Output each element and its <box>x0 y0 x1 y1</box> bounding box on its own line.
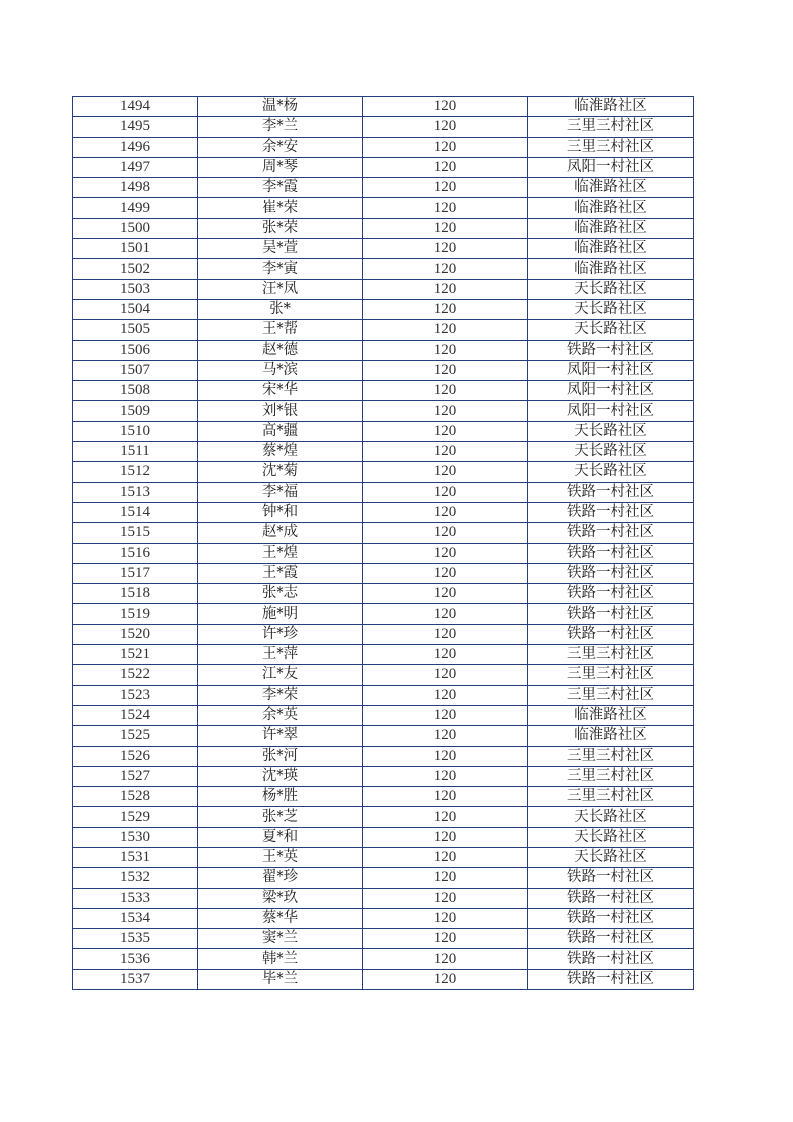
table-row <box>73 787 694 807</box>
table-row <box>73 178 694 198</box>
serial-number-cell: 1502 <box>73 259 198 279</box>
community-cell: 铁路一村社区 <box>528 624 694 644</box>
serial-number-cell: 1500 <box>73 218 198 238</box>
amount-cell: 120 <box>363 847 528 867</box>
community-cell: 铁路一村社区 <box>528 340 694 360</box>
amount-cell: 120 <box>363 746 528 766</box>
community-cell: 临淮路社区 <box>528 726 694 746</box>
table-row <box>73 259 694 279</box>
name-cell: 沈*菊 <box>198 462 363 482</box>
amount-cell: 120 <box>363 482 528 502</box>
amount-cell: 120 <box>363 462 528 482</box>
serial-number-cell: 1523 <box>73 685 198 705</box>
community-cell: 铁路一村社区 <box>528 604 694 624</box>
serial-number-cell: 1530 <box>73 827 198 847</box>
amount-cell: 120 <box>363 726 528 746</box>
community-cell: 临淮路社区 <box>528 97 694 117</box>
serial-number-cell: 1535 <box>73 929 198 949</box>
amount-cell: 120 <box>363 523 528 543</box>
name-cell: 周*琴 <box>198 157 363 177</box>
name-cell: 崔*荣 <box>198 198 363 218</box>
community-cell: 天长路社区 <box>528 462 694 482</box>
table-row <box>73 401 694 421</box>
serial-number-cell: 1503 <box>73 279 198 299</box>
amount-cell: 120 <box>363 563 528 583</box>
amount-cell: 120 <box>363 198 528 218</box>
table-row <box>73 137 694 157</box>
serial-number-cell: 1501 <box>73 239 198 259</box>
table-row <box>73 340 694 360</box>
amount-cell: 120 <box>363 360 528 380</box>
name-cell: 江*友 <box>198 665 363 685</box>
amount-cell: 120 <box>363 259 528 279</box>
name-cell: 王*帮 <box>198 320 363 340</box>
name-cell: 许*翠 <box>198 726 363 746</box>
table-row <box>73 969 694 989</box>
name-cell: 高*疆 <box>198 421 363 441</box>
amount-cell: 120 <box>363 908 528 928</box>
table-row <box>73 279 694 299</box>
community-cell: 三里三村社区 <box>528 645 694 665</box>
serial-number-cell: 1515 <box>73 523 198 543</box>
amount-cell: 120 <box>363 279 528 299</box>
serial-number-cell: 1499 <box>73 198 198 218</box>
recipient-table <box>72 96 694 990</box>
table-row <box>73 502 694 522</box>
community-cell: 天长路社区 <box>528 827 694 847</box>
name-cell: 韩*兰 <box>198 949 363 969</box>
amount-cell: 120 <box>363 502 528 522</box>
serial-number-cell: 1531 <box>73 847 198 867</box>
table-row <box>73 929 694 949</box>
community-cell: 铁路一村社区 <box>528 584 694 604</box>
table-row <box>73 563 694 583</box>
serial-number-cell: 1506 <box>73 340 198 360</box>
serial-number-cell: 1517 <box>73 563 198 583</box>
community-cell: 天长路社区 <box>528 320 694 340</box>
table-row <box>73 604 694 624</box>
community-cell: 凤阳一村社区 <box>528 157 694 177</box>
serial-number-cell: 1513 <box>73 482 198 502</box>
serial-number-cell: 1536 <box>73 949 198 969</box>
table-row <box>73 523 694 543</box>
serial-number-cell: 1533 <box>73 888 198 908</box>
amount-cell: 120 <box>363 381 528 401</box>
amount-cell: 120 <box>363 929 528 949</box>
serial-number-cell: 1518 <box>73 584 198 604</box>
amount-cell: 120 <box>363 827 528 847</box>
amount-cell: 120 <box>363 442 528 462</box>
community-cell: 天长路社区 <box>528 807 694 827</box>
serial-number-cell: 1505 <box>73 320 198 340</box>
community-cell: 临淮路社区 <box>528 178 694 198</box>
name-cell: 李*兰 <box>198 117 363 137</box>
serial-number-cell: 1524 <box>73 705 198 725</box>
name-cell: 杨*胜 <box>198 787 363 807</box>
community-cell: 三里三村社区 <box>528 137 694 157</box>
community-cell: 铁路一村社区 <box>528 868 694 888</box>
community-cell: 铁路一村社区 <box>528 482 694 502</box>
community-cell: 铁路一村社区 <box>528 969 694 989</box>
name-cell: 李*福 <box>198 482 363 502</box>
name-cell: 张*芝 <box>198 807 363 827</box>
amount-cell: 120 <box>363 401 528 421</box>
name-cell: 许*珍 <box>198 624 363 644</box>
community-cell: 三里三村社区 <box>528 746 694 766</box>
table-row <box>73 766 694 786</box>
name-cell: 赵*成 <box>198 523 363 543</box>
community-cell: 临淮路社区 <box>528 218 694 238</box>
name-cell: 王*萍 <box>198 645 363 665</box>
table-row <box>73 665 694 685</box>
community-cell: 铁路一村社区 <box>528 543 694 563</box>
community-cell: 凤阳一村社区 <box>528 360 694 380</box>
serial-number-cell: 1494 <box>73 97 198 117</box>
community-cell: 铁路一村社区 <box>528 929 694 949</box>
table-row <box>73 746 694 766</box>
community-cell: 铁路一村社区 <box>528 502 694 522</box>
community-cell: 三里三村社区 <box>528 117 694 137</box>
community-cell: 凤阳一村社区 <box>528 401 694 421</box>
serial-number-cell: 1522 <box>73 665 198 685</box>
name-cell: 马*滨 <box>198 360 363 380</box>
amount-cell: 120 <box>363 157 528 177</box>
serial-number-cell: 1495 <box>73 117 198 137</box>
serial-number-cell: 1534 <box>73 908 198 928</box>
table-body <box>73 97 694 990</box>
name-cell: 钟*和 <box>198 502 363 522</box>
amount-cell: 120 <box>363 421 528 441</box>
name-cell: 李*荣 <box>198 685 363 705</box>
community-cell: 天长路社区 <box>528 421 694 441</box>
serial-number-cell: 1529 <box>73 807 198 827</box>
table-row <box>73 482 694 502</box>
name-cell: 施*明 <box>198 604 363 624</box>
table-row <box>73 117 694 137</box>
amount-cell: 120 <box>363 949 528 969</box>
amount-cell: 120 <box>363 137 528 157</box>
name-cell: 余*英 <box>198 705 363 725</box>
table-row <box>73 218 694 238</box>
amount-cell: 120 <box>363 97 528 117</box>
serial-number-cell: 1509 <box>73 401 198 421</box>
name-cell: 蔡*华 <box>198 908 363 928</box>
table-row <box>73 381 694 401</box>
community-cell: 临淮路社区 <box>528 705 694 725</box>
name-cell: 王*英 <box>198 847 363 867</box>
name-cell: 宋*华 <box>198 381 363 401</box>
name-cell: 温*杨 <box>198 97 363 117</box>
serial-number-cell: 1510 <box>73 421 198 441</box>
amount-cell: 120 <box>363 888 528 908</box>
table-row <box>73 198 694 218</box>
table-row <box>73 827 694 847</box>
name-cell: 翟*珍 <box>198 868 363 888</box>
name-cell: 蔡*煌 <box>198 442 363 462</box>
serial-number-cell: 1519 <box>73 604 198 624</box>
community-cell: 三里三村社区 <box>528 665 694 685</box>
table-row <box>73 645 694 665</box>
community-cell: 铁路一村社区 <box>528 563 694 583</box>
amount-cell: 120 <box>363 584 528 604</box>
table-row <box>73 624 694 644</box>
table-row <box>73 705 694 725</box>
name-cell: 汪*凤 <box>198 279 363 299</box>
serial-number-cell: 1497 <box>73 157 198 177</box>
name-cell: 李*寅 <box>198 259 363 279</box>
amount-cell: 120 <box>363 787 528 807</box>
serial-number-cell: 1520 <box>73 624 198 644</box>
table-row <box>73 807 694 827</box>
community-cell: 天长路社区 <box>528 299 694 319</box>
table-row <box>73 584 694 604</box>
amount-cell: 120 <box>363 178 528 198</box>
name-cell: 张*志 <box>198 584 363 604</box>
table-row <box>73 908 694 928</box>
community-cell: 三里三村社区 <box>528 787 694 807</box>
table-row <box>73 320 694 340</box>
name-cell: 张*河 <box>198 746 363 766</box>
community-cell: 天长路社区 <box>528 442 694 462</box>
community-cell: 凤阳一村社区 <box>528 381 694 401</box>
amount-cell: 120 <box>363 604 528 624</box>
amount-cell: 120 <box>363 218 528 238</box>
table-row <box>73 462 694 482</box>
serial-number-cell: 1521 <box>73 645 198 665</box>
serial-number-cell: 1498 <box>73 178 198 198</box>
serial-number-cell: 1525 <box>73 726 198 746</box>
table-row <box>73 868 694 888</box>
amount-cell: 120 <box>363 543 528 563</box>
name-cell: 吴*萱 <box>198 239 363 259</box>
serial-number-cell: 1511 <box>73 442 198 462</box>
community-cell: 三里三村社区 <box>528 766 694 786</box>
community-cell: 铁路一村社区 <box>528 908 694 928</box>
community-cell: 临淮路社区 <box>528 198 694 218</box>
serial-number-cell: 1516 <box>73 543 198 563</box>
name-cell: 张*荣 <box>198 218 363 238</box>
amount-cell: 120 <box>363 705 528 725</box>
serial-number-cell: 1514 <box>73 502 198 522</box>
table-row <box>73 888 694 908</box>
serial-number-cell: 1537 <box>73 969 198 989</box>
serial-number-cell: 1526 <box>73 746 198 766</box>
table-row <box>73 726 694 746</box>
table-row <box>73 421 694 441</box>
table-row <box>73 299 694 319</box>
serial-number-cell: 1508 <box>73 381 198 401</box>
serial-number-cell: 1504 <box>73 299 198 319</box>
community-cell: 铁路一村社区 <box>528 888 694 908</box>
table-row <box>73 949 694 969</box>
amount-cell: 120 <box>363 340 528 360</box>
community-cell: 天长路社区 <box>528 847 694 867</box>
amount-cell: 120 <box>363 117 528 137</box>
serial-number-cell: 1496 <box>73 137 198 157</box>
table-row <box>73 97 694 117</box>
community-cell: 铁路一村社区 <box>528 949 694 969</box>
serial-number-cell: 1507 <box>73 360 198 380</box>
table-row <box>73 239 694 259</box>
amount-cell: 120 <box>363 969 528 989</box>
name-cell: 李*霞 <box>198 178 363 198</box>
serial-number-cell: 1528 <box>73 787 198 807</box>
name-cell: 王*霞 <box>198 563 363 583</box>
name-cell: 窦*兰 <box>198 929 363 949</box>
amount-cell: 120 <box>363 807 528 827</box>
amount-cell: 120 <box>363 685 528 705</box>
community-cell: 三里三村社区 <box>528 685 694 705</box>
community-cell: 天长路社区 <box>528 279 694 299</box>
table-row <box>73 157 694 177</box>
community-cell: 临淮路社区 <box>528 259 694 279</box>
table-row <box>73 543 694 563</box>
name-cell: 张* <box>198 299 363 319</box>
table-row <box>73 685 694 705</box>
amount-cell: 120 <box>363 665 528 685</box>
name-cell: 毕*兰 <box>198 969 363 989</box>
amount-cell: 120 <box>363 645 528 665</box>
table-row <box>73 847 694 867</box>
name-cell: 赵*德 <box>198 340 363 360</box>
amount-cell: 120 <box>363 624 528 644</box>
serial-number-cell: 1532 <box>73 868 198 888</box>
serial-number-cell: 1512 <box>73 462 198 482</box>
name-cell: 王*煌 <box>198 543 363 563</box>
amount-cell: 120 <box>363 766 528 786</box>
amount-cell: 120 <box>363 868 528 888</box>
name-cell: 沈*瑛 <box>198 766 363 786</box>
community-cell: 铁路一村社区 <box>528 523 694 543</box>
community-cell: 临淮路社区 <box>528 239 694 259</box>
amount-cell: 120 <box>363 320 528 340</box>
amount-cell: 120 <box>363 299 528 319</box>
table-row <box>73 360 694 380</box>
name-cell: 夏*和 <box>198 827 363 847</box>
serial-number-cell: 1527 <box>73 766 198 786</box>
table-row <box>73 442 694 462</box>
amount-cell: 120 <box>363 239 528 259</box>
name-cell: 刘*银 <box>198 401 363 421</box>
name-cell: 梁*玖 <box>198 888 363 908</box>
name-cell: 余*安 <box>198 137 363 157</box>
